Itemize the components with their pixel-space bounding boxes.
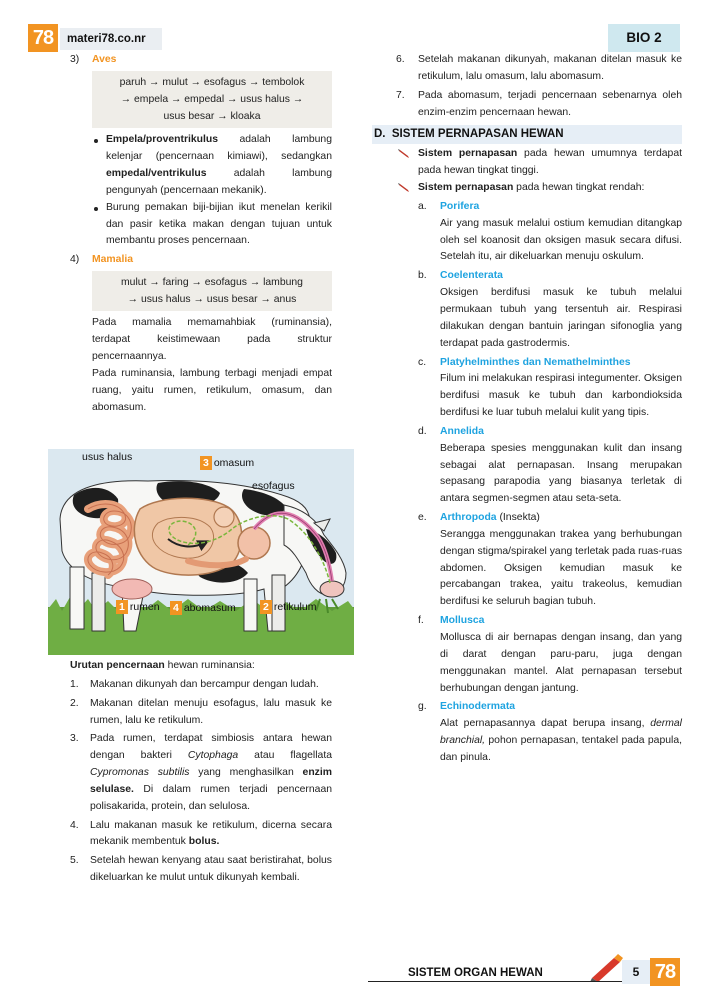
text-run: Oksigen berdifusi masuk ke tubuh melalui permukaan tubuh yang tersentuh air. Respirasi dilakukan dengan bantuin jaringan sifonoglia yang terdapat pada gastrodermis.	[440, 287, 682, 349]
step-item	[70, 853, 332, 887]
group-title-extra: (Insekta)	[496, 512, 540, 524]
bold-term: empedal/ventrikulus	[106, 168, 207, 179]
step-number: 2.	[70, 697, 79, 709]
step-number: 4.	[70, 819, 79, 831]
pin-item	[372, 180, 682, 197]
aves-bullets	[92, 132, 332, 250]
text-run: Mollusca di air bernapas dengan insang, dan yang di darat dengan paru-paru, juga dengan menggunakan mantel. Alat pernapasan tersebut berhubungan dengan jantung.	[440, 632, 682, 694]
group-letter: e.	[418, 512, 427, 524]
footer-title: SISTEM ORGAN HEWAN	[408, 967, 543, 979]
group-heading	[372, 699, 682, 716]
step-number: 5.	[70, 855, 79, 867]
bold-term: bolus.	[188, 836, 220, 848]
group-title: Coelenterata	[440, 270, 503, 282]
aves-title: Aves	[92, 54, 117, 65]
right-column	[372, 52, 682, 767]
text-run: Setelah hewan kenyang atau saat beristirahat, bolus dikeluarkan ke mulut untuk dikunyah kembali.	[90, 855, 332, 884]
label-omasum	[200, 456, 254, 471]
mamalia-number: 4)	[70, 254, 80, 266]
label-number: 3	[200, 456, 212, 470]
mamalia-title: Mamalia	[92, 254, 134, 266]
label-number: 2	[260, 600, 272, 614]
group-letter: g.	[418, 701, 427, 713]
step-number: 7.	[396, 89, 405, 101]
text-run: pohon pernapasan, tentakel pada papula, dan pinula.	[440, 735, 682, 763]
bold-term: enzim selulase.	[90, 767, 332, 795]
bullet-text: adalah lambung pengunyah (pencernaan mekanik).	[106, 168, 332, 196]
group-heading	[372, 268, 682, 285]
group-title: Porifera	[440, 200, 480, 212]
heading-text: hewan ruminansia:	[164, 660, 255, 671]
label-text: abomasum	[183, 602, 236, 614]
pencil-bullet-icon	[398, 149, 410, 159]
flow-line: mulut → faring → esofagus → lambung	[121, 277, 303, 289]
respiration-groups	[372, 199, 682, 767]
text-run: atau flagellata	[238, 750, 332, 762]
italic-term: dermal branchial,	[440, 718, 682, 747]
site-name: materi78.co.nr	[60, 28, 162, 50]
pin-text: pada hewan tingkat rendah:	[513, 182, 645, 194]
text-run: Makanan ditelan menuju esofagus, lalu masuk ke rumen, lalu ke retikulum.	[90, 697, 332, 726]
bold-term: Sistem pernapasan	[418, 148, 518, 160]
group-heading	[372, 424, 682, 441]
page-number: 5	[622, 960, 650, 984]
bullet-text: adalah lambung kelenjar (pencernaan kimiawi), sedangkan	[106, 134, 332, 163]
flow-line: → usus halus → usus besar → anus	[127, 294, 297, 306]
text-run: Filum ini melakukan respirasi integumenter. Oksigen berdifusi masuk ke tubuh dan karbondioksida berdifusi ke luar tubuh melalui kulit yang tipis.	[440, 373, 682, 419]
mamalia-flow-box	[92, 271, 332, 311]
section-letter: D.	[374, 128, 386, 141]
bold-term: Empela/proventrikulus	[106, 134, 219, 146]
label-abomasum	[170, 601, 236, 616]
step-item	[70, 677, 332, 694]
bullet-text: Burung pemakan biji-bijian ikut menelan kerikil dan pasir ketika makan dengan tujuan untuk membantu proses pencernaan.	[106, 201, 332, 247]
group-text	[372, 630, 682, 697]
label-text: retikulum	[273, 601, 317, 613]
step-item	[396, 88, 682, 122]
ruminant-steps-list-continued	[396, 52, 682, 121]
cow-digestive-figure	[48, 449, 354, 655]
aves-flow-box	[92, 71, 332, 128]
step-number: 3.	[70, 733, 79, 745]
group-letter: f.	[418, 615, 424, 627]
mamalia-paragraph: Pada ruminansia, lambung terbagi menjadi empat ruang, yaitu rumen, retikulum, omasum, dan abomasum.	[92, 367, 332, 413]
text-run: Lalu makanan masuk ke retikulum, dicerna secara mekanik membentuk	[90, 819, 332, 848]
step-item	[70, 818, 332, 852]
text-run: Alat pernapasannya dapat berupa insang,	[440, 718, 651, 730]
flow-line: → empela → empedal → usus halus →	[120, 94, 304, 105]
pencil-bullet-icon	[398, 183, 410, 193]
text-run: Beberapa spesies menggunakan kulit dan insang sebagai alat pernapasan. Insang merupakan sepasang parapodia yang biasanya terletak di antara segmen-segmen atau seta-seta.	[440, 442, 682, 505]
section-heading	[372, 125, 682, 144]
step-item	[396, 52, 682, 86]
group-letter: a.	[418, 200, 427, 212]
label-number: 1	[116, 600, 128, 614]
logo-badge: 78	[28, 24, 58, 52]
footer-line	[368, 981, 622, 982]
pin-item	[372, 146, 682, 180]
section-title: SISTEM PERNAPASAN HEWAN	[391, 128, 564, 141]
ruminant-steps-list	[70, 677, 332, 887]
step-number: 6.	[396, 54, 405, 65]
group-letter: c.	[418, 356, 427, 368]
group-title: Platyhelminthes dan Nemathelminthes	[440, 356, 631, 368]
group-heading	[372, 510, 682, 527]
step-text: Setelah makanan dikunyah, makanan ditelan masuk ke retikulum, lalu omasum, lalu abomasum.	[418, 54, 682, 82]
footer-logo-badge: 78	[650, 958, 680, 986]
group-heading	[372, 355, 682, 372]
group-letter: d.	[418, 425, 427, 437]
group-heading	[372, 613, 682, 630]
bullet-item	[92, 200, 332, 251]
step-number: 1.	[70, 678, 79, 690]
text-run: Air yang masuk melalui ostium kemudian ditangkap oleh sel koanosit dan oksigen masuk secara difusi. Setelah itu, air dikeluarkan menuju oskulum.	[440, 217, 682, 263]
label-retikulum	[260, 600, 316, 615]
subject-badge: BIO 2	[608, 24, 680, 52]
group-title: Mollusca	[440, 615, 485, 627]
group-text	[372, 285, 682, 352]
cow-illustration	[48, 449, 354, 655]
italic-term: Cypromonas subtilis	[90, 767, 190, 779]
left-column	[70, 52, 332, 416]
group-title: Echinodermata	[440, 701, 516, 713]
label-text: rumen	[129, 601, 160, 613]
label-esofagus: esofagus	[252, 480, 295, 492]
text-run: Di dalam rumen terjadi pencernaan polisakarida, protein, dan selulosa.	[90, 783, 332, 812]
label-text: omasum	[213, 457, 255, 469]
text-run: Pada rumen, terdapat simbiosis antara hewan dengan bakteri	[90, 733, 332, 762]
group-text	[372, 216, 682, 267]
label-rumen	[116, 600, 160, 615]
group-text	[372, 441, 682, 508]
group-text	[372, 527, 682, 611]
step-item	[70, 696, 332, 730]
step-text: Pada abomasum, terjadi pencernaan sebenarnya oleh enzim-enzim pencernaan hewan.	[418, 89, 682, 118]
urutan-heading	[70, 658, 332, 675]
bold-term: Urutan pencernaan	[70, 660, 165, 671]
text-run: yang menghasilkan	[189, 767, 303, 779]
aves-heading	[70, 52, 332, 69]
group-text	[372, 716, 682, 767]
label-usus-halus: usus halus	[82, 451, 133, 463]
step-item	[70, 731, 332, 815]
group-heading	[372, 199, 682, 216]
aves-number: 3)	[70, 54, 80, 65]
text-run: Serangga menggunakan trakea yang berhubungan dengan stigma/spirakel yang terletak pada ruas-ruas abdomen. Oksigen kemudian masuk ke percabangan trakea, yaitu trakeolus, kemudian berdifusi ke seluruh bagian tubuh.	[440, 528, 683, 608]
group-title: Arthropoda	[440, 512, 497, 524]
flow-line: usus besar → kloaka	[163, 111, 261, 123]
group-letter: b.	[418, 270, 427, 282]
pin-text: pada hewan umumnya terdapat pada hewan tingkat tinggi.	[418, 148, 683, 177]
text-run: Makanan dikunyah dan bercampur dengan ludah.	[90, 678, 319, 690]
mamalia-heading	[70, 252, 332, 269]
group-title: Annelida	[440, 425, 484, 437]
left-column-lower	[70, 658, 332, 887]
bullet-item	[92, 132, 332, 199]
pencil-icon	[588, 952, 624, 982]
label-number: 4	[170, 601, 182, 615]
italic-term: Cytophaga	[187, 750, 239, 762]
bold-term: Sistem pernapasan	[418, 182, 514, 194]
mamalia-paragraph: Pada mamalia memamahbiak (ruminansia), terdapat keistimewaan pada struktur pencernaannya.	[92, 317, 332, 363]
flow-line: paruh → mulut → esofagus → tembolok	[119, 76, 305, 88]
group-text	[372, 371, 682, 422]
